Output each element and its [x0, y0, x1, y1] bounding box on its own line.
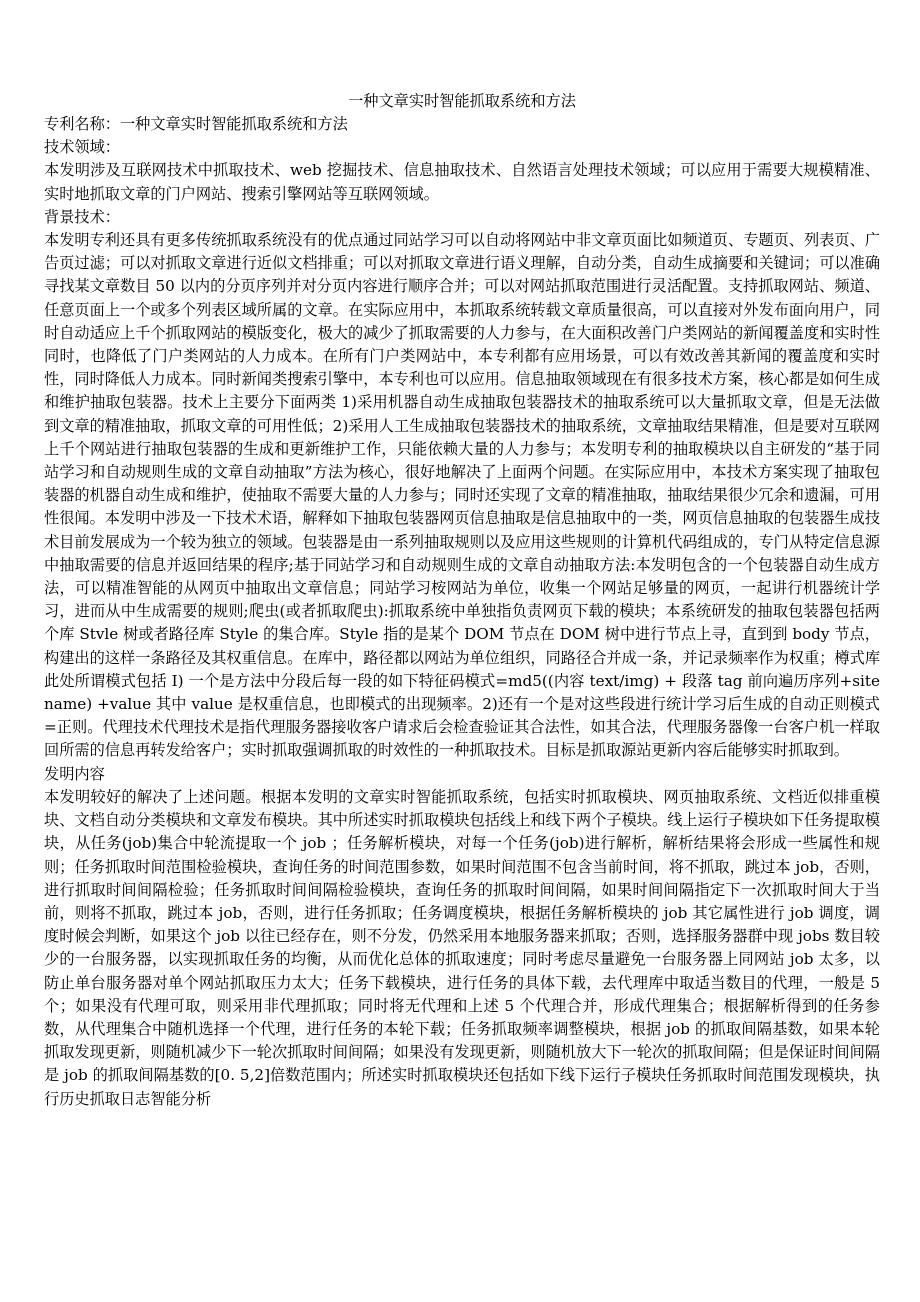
tech-field-paragraph: 本发明涉及互联网技术中抓取技术、web 挖掘技术、信息抽取技术、自然语言处理技术领域；可以应用于需要大规模精准、实时地抓取文章的门户网站、搜索引擎网站等互联网领域。 — [44, 161, 880, 203]
document-title: 一种文章实时智能抓取系统和方法 — [348, 92, 576, 110]
patent-name-line: 专利名称：一种文章实时智能抓取系统和方法 — [44, 115, 348, 133]
tech-field-heading: 技术领域： — [44, 138, 120, 157]
invention-paragraph: 本发明较好的解决了上述问题。根据本发明的文章实时智能抓取系统，包括实时抓取模块、网页抽取系统、文档近似排重模块、文档自动分类模块和文章发布模块。其中所述实时抓取模块包括线上和线下两个子模块。线上运行子模块如下任务提取模块，从任务(job)集合中轮流提取一个 job ；任务解析模块，对每一个任务(job)进行解析，解析结果将会形成一些属性和规则；任务抓取时间范围检验模块，查询任务的时间范围参数，如果时间范围不包含当前时间，将不抓取，跳过本 job，否则，进行抓取时间间隔检验；任务抓取时间间隔检验模块，查询任务的抓取时间间隔，如果时间间隔指定下一次抓取时间大于当前，则将不抓取，跳过本 job，否则，进行任务抓取；任务调度模块，根据任务解析模块的 job 其它属性进行 job 调度，调度时候会判断，如果这个 job 以往已经存在，则不分发，仍然采用本地服务器来抓取；否则，选择服务器群中现 jobs 数目较少的一台服务器，以实现抓取任务的均衡，从而优化总体的抓取速度；同时考虑尽量避免一台服务器上同网站 job 太多，以防止单台服务器对单个网站抓取压力太大；任务下载模块，进行任务的具体下载，去代理库中取适当数目的代理，一般是 5 个；如果没有代理可取，则采用非代理抓取；同时将无代理和上述 5 个代理合并，形成代理集合；根据解析得到的任务参数，从代理集合中随机选择一个代理，进行任务的本轮下载；任务抓取频率调整模块，根据 job 的抓取间隔基数，如果本轮抓取发现更新，则随机减少下一轮次抓取时间间隔；如果没有发现更新，则随机放大下一轮次的抓取间隔；但是保证时间间隔是 job 的抓取间隔基数的[0. 5,2]倍数范围内；所述实时抓取模块还包括如下线下运行子模块任务抓取时间范围发现模块，执行历史抓取日志智能分析 — [44, 787, 880, 1108]
document-page — [44, 0, 880, 1111]
background-heading: 背景技术： — [44, 207, 120, 226]
invention-heading: 发明内容 — [44, 764, 105, 783]
background-paragraph: 本发明专利还具有更多传统抓取系统没有的优点通过同站学习可以自动将网站中非文章页面比如频道页、专题页、列表页、广告页过滤；可以对抓取文章进行近似文档排重；可以对抓取文章进行语义理解，自动分类，自动生成摘要和关键词；可以准确寻找某文章数目 50 以内的分页序列并对分页内容进行顺序合并；可以对网站抓取范围进行灵活配置。支持抓取网站、频道、任意页面上一个或多个列表区域所属的文章。在实际应用中，本抓取系统转载文章质量很高，可以直接对外发布面向用户，同时自动适应上千个抓取网站的模版变化，极大的减少了抓取需要的人力参与，在大面积改善门户类网站的新闻覆盖度和实时性同时，也降低了门户类网站的人力成本。在所有门户类网站中，本专利都有应用场景，可以有效改善其新闻的覆盖度和实时性，同时降低人力成本。同时新闻类搜索引擎中，本专利也可以应用。信息抽取领域现在有很多技术方案，核心都是如何生成和维护抽取包装器。技术上主要分下面两类 1)采用机器自动生成抽取包装器技术的抽取系统可以大量抓取文章，但是无法做到文章的精准抽取，抓取文章的可用性低；2)采用人工生成抽取包装器技术的抽取系统，文章抽取结果精准，但是要对互联网上千个网站进行抽取包装器的生成和更新维护工作，只能依赖大量的人力参与；本发明专利的抽取模块以自主研发的“基于同站学习和自动规则生成的文章自动抽取”方法为核心，很好地解决了上面两个问题。在实际应用中，本技术方案实现了抽取包装器的机器自动生成和维护，使抽取不需要大量的人力参与；同时还实现了文章的精准抽取，抽取结果很少冗余和遗漏，可用性很闻。本发明中涉及一下技术术语，解释如下抽取包装器网页信息抽取是信息抽取中的一类，网页信息抽取的包装器生成技术目前发展成为一个较为独立的领域。包装器是由一系列抽取规则以及应用这些规则的计算机代码组成的，专门从特定信息源中抽取需要的信息并返回结果的程序;基于同站学习和自动规则生成的文章自动抽取方法:本发明包含的一个包装器自动生成方法，可以精准智能的从网页中抽取出文章信息；同站学习桉网站为单位，收集一个网站足够量的网页，一起讲行机器统计学习，进而从中生成需要的规则;爬虫(或者抓取爬虫):抓取系统中单独指负责网页下载的模块；本系统研发的抽取包装器包括两个库 Stvle 树或者路径库 Style 的集合库。Style 指的是某个 DOM 节点在 DOM 树中进行节点上寻，直到到 body 节点，构建出的这样一条路径及其权重信息。在库中，路径都以网站为单位组织，同路径合并成一条，并记录频率作为权重；樽式库此处所谓模式包括 I) 一个是方法中分段后每一段的如下特征码模式=md5((内容 text/img) + 段落 tag 前向遍历序列+site name) +value 其中 value 是权重信息，也即模式的出现频率。2)还有一个是对这些段进行统计学习后生成的自动正则模式=正则。代理技术代理技术是指代理服务器接收客户请求后会检查验证其合法性，如其合法，代理服务器像一台客户机一样取回所需的信息再转发给客户；实时抓取强调抓取的时效性的一种抓取技术。目标是抓取源站更新内容后能够实时抓取到。 — [44, 231, 880, 760]
